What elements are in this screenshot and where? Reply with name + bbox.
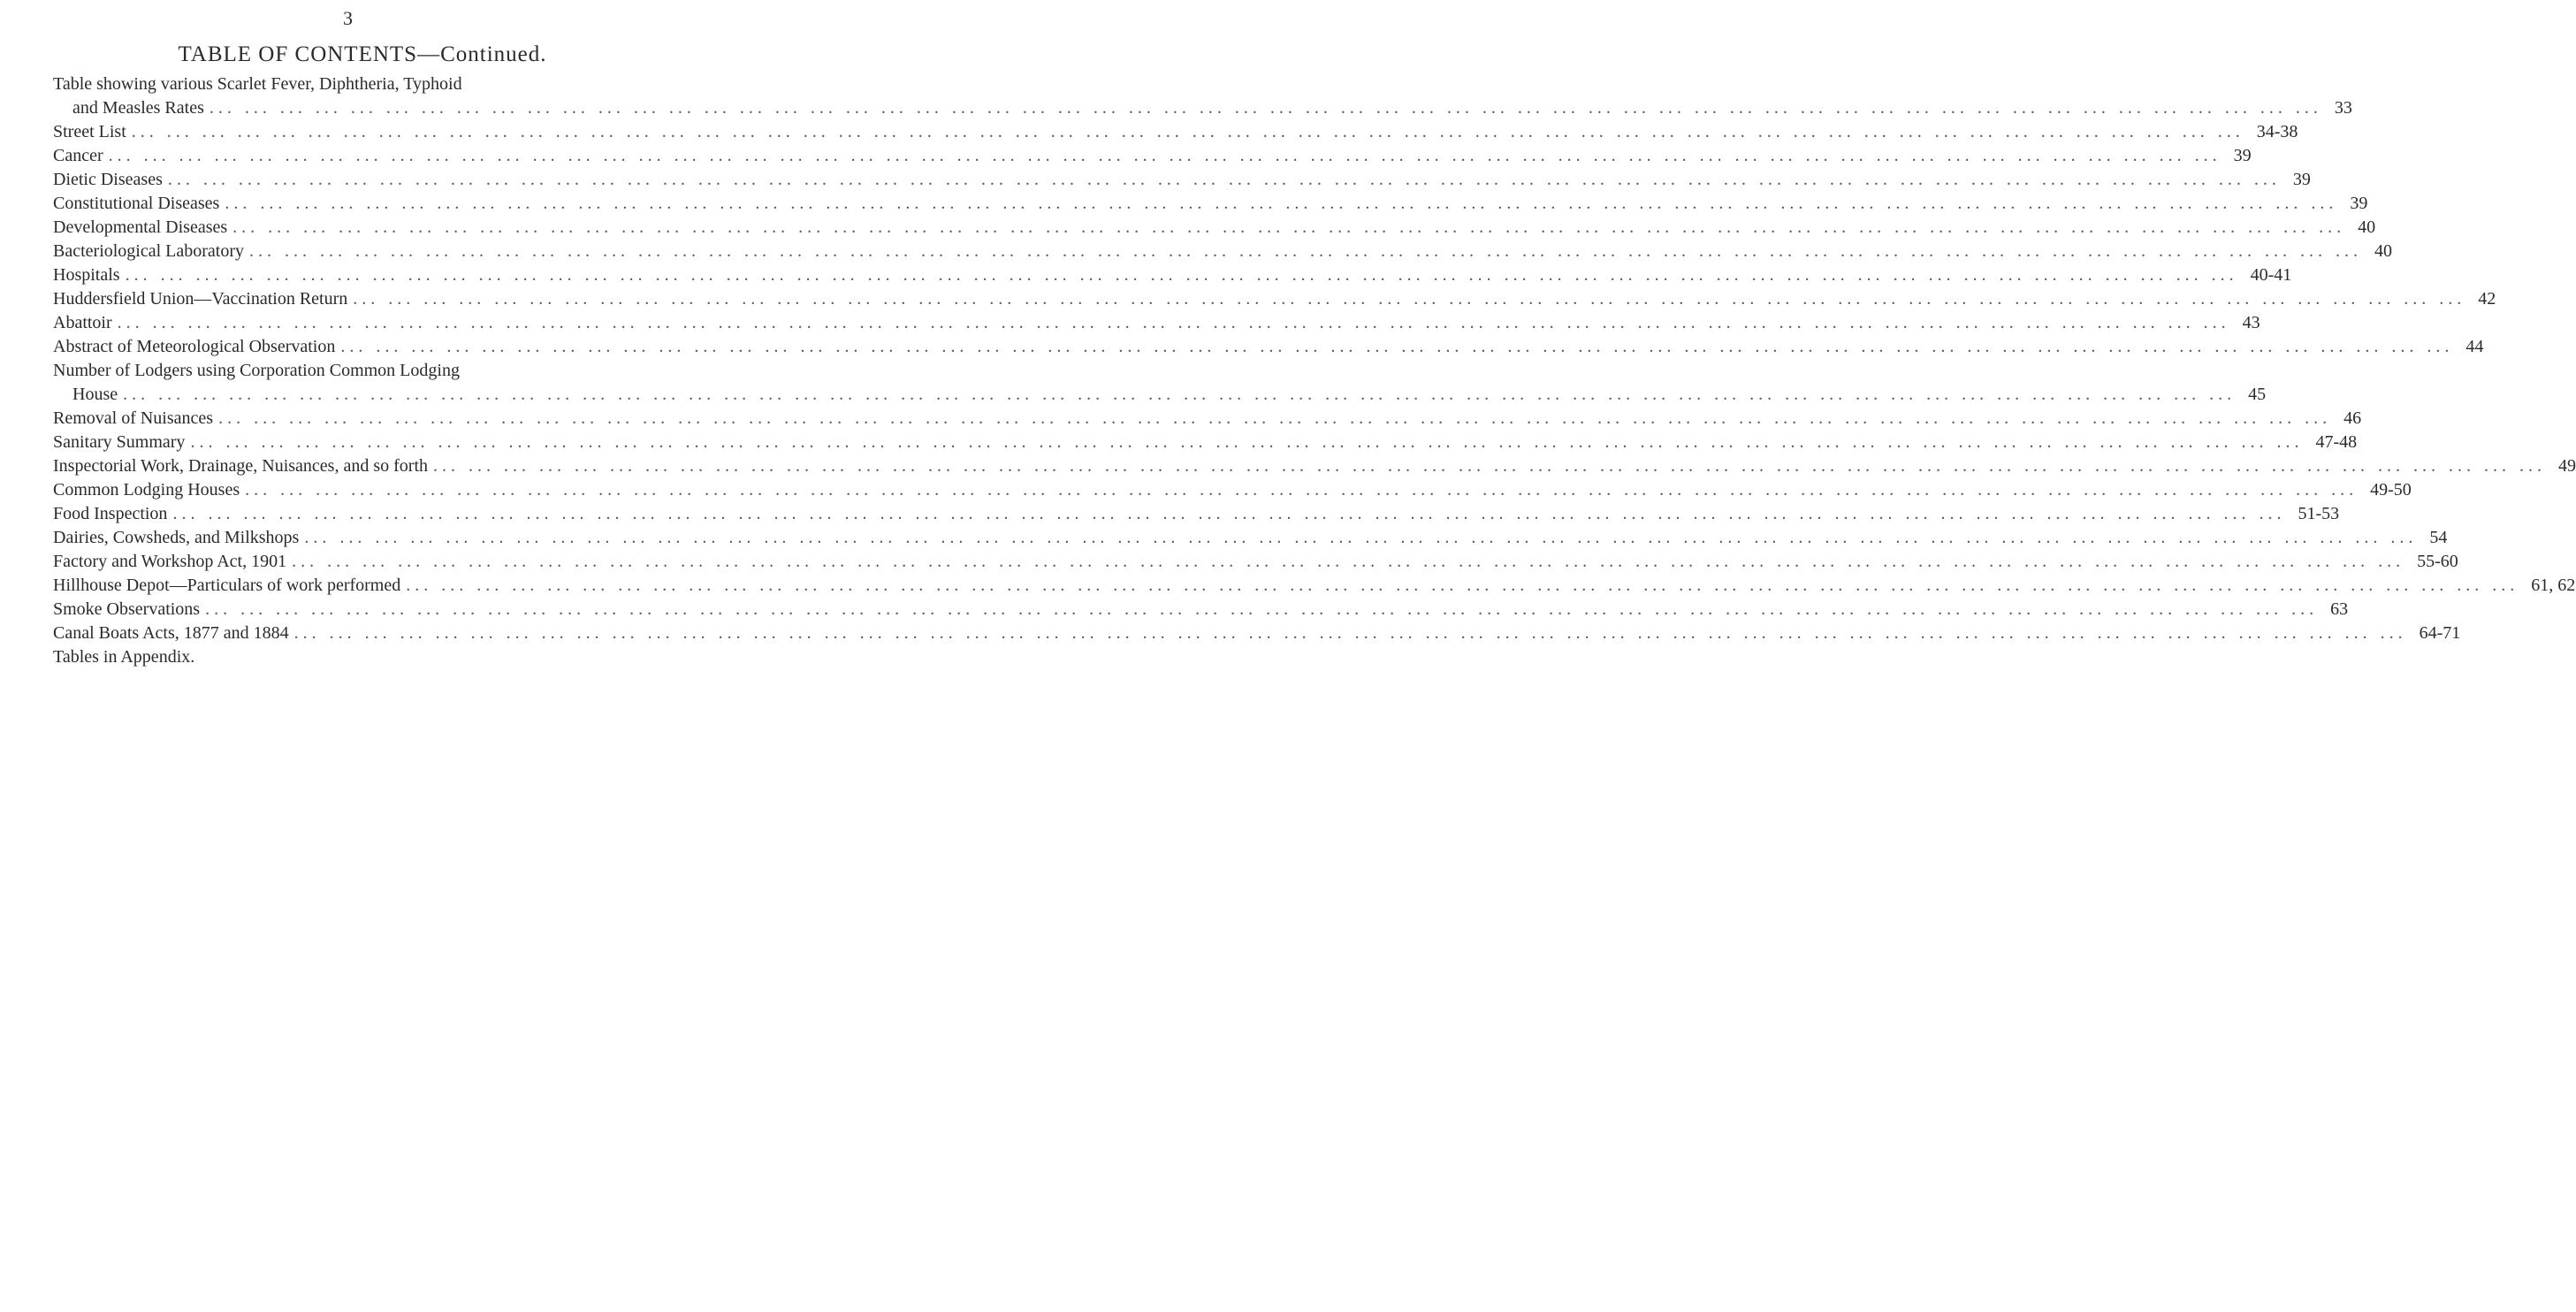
toc-entry: [53, 337, 2484, 361]
dot-leader: ... ... ... ... ... ... ... ... ... ... ... ... ... ... ... ... ... ... ... ... ... ... ... ... ... ... ... ... ... ... ... ... ... ... ... ... ... ... ... ... ... ... ... ... ... ... ... ... ... ... ... ... ... ... ... ... ... ... ... ...: [205, 599, 2319, 619]
dot-leader: ... ... ... ... ... ... ... ... ... ... ... ... ... ... ... ... ... ... ... ... ... ... ... ... ... ... ... ... ... ... ... ... ... ... ... ... ... ... ... ... ... ... ... ... ... ... ... ... ... ... ... ... ... ... ... ... ... ... ... ...: [108, 146, 2222, 165]
toc-entry: [53, 599, 2349, 623]
toc-entry: [53, 528, 2448, 552]
toc-entry-title: Number of Lodgers using Corporation Common Lodging: [53, 361, 460, 380]
toc-page-number: 42: [2478, 289, 2496, 309]
dot-leader: ... ... ... ... ... ... ... ... ... ... ... ... ... ... ... ... ... ... ... ... ... ... ... ... ... ... ... ... ... ... ... ... ... ... ... ... ... ... ... ... ... ... ... ... ... ... ... ... ... ... ... ... ... ... ... ... ... ... ... ...: [304, 528, 2418, 547]
dot-leader: ... ... ... ... ... ... ... ... ... ... ... ... ... ... ... ... ... ... ... ... ... ... ... ... ... ... ... ... ... ... ... ... ... ... ... ... ... ... ... ... ... ... ... ... ... ... ... ... ... ... ... ... ... ... ... ... ... ... ... ...: [232, 217, 2346, 237]
toc-page-number: 64-71: [2419, 623, 2461, 643]
toc-page-number: 44: [2465, 337, 2484, 356]
dot-leader: ... ... ... ... ... ... ... ... ... ... ... ... ... ... ... ... ... ... ... ... ... ... ... ... ... ... ... ... ... ... ... ... ... ... ... ... ... ... ... ... ... ... ... ... ... ... ... ... ... ... ... ... ... ... ... ... ... ... ... ...: [218, 408, 2332, 428]
toc-entry: [53, 408, 2362, 432]
toc-entry-line: [53, 74, 681, 98]
page-number: 3: [343, 7, 353, 29]
toc-entry-line: [53, 217, 2376, 241]
dot-leader: ... ... ... ... ... ... ... ... ... ... ... ... ... ... ... ... ... ... ... ... ... ... ... ... ... ... ... ... ... ... ... ... ... ... ... ... ... ... ... ... ... ... ... ... ... ... ... ... ... ... ... ... ... ... ... ... ... ... ... ...: [406, 576, 2519, 595]
toc-entry-title: Developmental Diseases: [53, 217, 228, 237]
dot-leader: ... ... ... ... ... ... ... ... ... ... ... ... ... ... ... ... ... ... ... ... ... ... ... ... ... ... ... ... ... ... ... ... ... ... ... ... ... ... ... ... ... ... ... ... ... ... ... ... ... ... ... ... ... ... ... ... ... ... ... ...: [293, 623, 2407, 643]
toc-page-number: 33: [2334, 98, 2352, 118]
toc-entry-line: [53, 241, 2393, 265]
toc-entry-title: Common Lodging Houses: [53, 480, 240, 500]
toc-entry: [53, 576, 2576, 599]
toc-entry-title: Table showing various Scarlet Fever, Diphtheria, Typhoid: [53, 74, 462, 94]
toc-entry-line: [53, 361, 681, 385]
dot-leader: ... ... ... ... ... ... ... ... ... ... ... ... ... ... ... ... ... ... ... ... ... ... ... ... ... ... ... ... ... ... ... ... ... ... ... ... ... ... ... ... ... ... ... ... ... ... ... ... ... ... ... ... ... ... ... ... ... ... ... ...: [249, 241, 2363, 261]
toc-entry-line: [53, 599, 2349, 623]
toc-entry-title: Smoke Observations: [53, 599, 201, 619]
toc-entry: [53, 194, 2368, 217]
toc-entry-title: House: [72, 385, 118, 404]
toc-entry: [53, 361, 2267, 408]
toc-entry-title: Huddersfield Union—Vaccination Return: [53, 289, 348, 309]
toc-entry: [53, 170, 2311, 194]
dot-leader: ... ... ... ... ... ... ... ... ... ... ... ... ... ... ... ... ... ... ... ... ... ... ... ... ... ... ... ... ... ... ... ... ... ... ... ... ... ... ... ... ... ... ... ... ... ... ... ... ... ... ... ... ... ... ... ... ... ... ... ...: [125, 265, 2238, 285]
toc-entry-title: Factory and Workshop Act, 1901: [53, 552, 287, 571]
dot-leader: ... ... ... ... ... ... ... ... ... ... ... ... ... ... ... ... ... ... ... ... ... ... ... ... ... ... ... ... ... ... ... ... ... ... ... ... ... ... ... ... ... ... ... ... ... ... ... ... ... ... ... ... ... ... ... ... ... ... ... ...: [190, 432, 2304, 452]
dot-leader: ... ... ... ... ... ... ... ... ... ... ... ... ... ... ... ... ... ... ... ... ... ... ... ... ... ... ... ... ... ... ... ... ... ... ... ... ... ... ... ... ... ... ... ... ... ... ... ... ... ... ... ... ... ... ... ... ... ... ... ...: [292, 552, 2405, 571]
toc-page-number: 61, 62: [2531, 576, 2576, 595]
toc-entry-title: Removal of Nuisances: [53, 408, 214, 428]
toc-entry-line: [53, 623, 2461, 647]
toc-entry: [53, 623, 2461, 647]
toc-entry-title: Dairies, Cowsheds, and Milkshops: [53, 528, 300, 547]
toc-entry: [53, 241, 2393, 265]
toc-page-number: 47-48: [2315, 432, 2358, 452]
toc-page-number: 54: [2429, 528, 2448, 547]
toc-entry: [53, 504, 2340, 528]
toc-entry-title: Dietic Diseases: [53, 170, 163, 189]
toc-entry-line: [53, 504, 2340, 528]
toc-entry-title: Hillhouse Depot—Particulars of work performed: [53, 576, 401, 595]
dot-leader: ... ... ... ... ... ... ... ... ... ... ... ... ... ... ... ... ... ... ... ... ... ... ... ... ... ... ... ... ... ... ... ... ... ... ... ... ... ... ... ... ... ... ... ... ... ... ... ... ... ... ... ... ... ... ... ... ... ... ... ...: [353, 289, 2466, 309]
toc-page-number: 45: [2248, 385, 2267, 404]
toc-entry-line: [53, 265, 2292, 289]
toc-entry-line: [53, 337, 2484, 361]
toc-page-number: 40-41: [2250, 265, 2292, 285]
toc-entry-line: [53, 480, 2412, 504]
tables-in-appendix-note: Tables in Appendix.: [53, 647, 195, 667]
toc-page-number: 49: [2558, 456, 2576, 476]
toc-page-number: 43: [2242, 313, 2260, 332]
toc-page-number: 39: [2233, 146, 2252, 165]
toc-page-number: 46: [2344, 408, 2362, 428]
toc-entry-line: [53, 552, 2458, 576]
toc-entry-title: Food Inspection: [53, 504, 168, 523]
toc-page-number: 40: [2374, 241, 2393, 261]
toc-entry-title: Canal Boats Acts, 1877 and 1884: [53, 623, 289, 643]
toc-entry-title: Abattoir: [53, 313, 112, 332]
toc-page-number: 49-50: [2370, 480, 2412, 500]
toc-page-number: 39: [2350, 194, 2368, 213]
toc-entry-line: [53, 313, 2260, 337]
toc-entry: [53, 480, 2412, 504]
toc-entry-title: Inspectorial Work, Drainage, Nuisances, and so forth: [53, 456, 429, 476]
toc-entry: [53, 456, 2576, 480]
toc-entry-line: [53, 408, 2362, 432]
toc-entry-line: [53, 456, 2576, 480]
toc-entry-title: Bacteriological Laboratory: [53, 241, 245, 261]
toc-entry: [53, 146, 2252, 170]
toc-entry-line: [53, 98, 2352, 122]
dot-leader: ... ... ... ... ... ... ... ... ... ... ... ... ... ... ... ... ... ... ... ... ... ... ... ... ... ... ... ... ... ... ... ... ... ... ... ... ... ... ... ... ... ... ... ... ... ... ... ... ... ... ... ... ... ... ... ... ... ... ... ...: [167, 170, 2281, 189]
table-of-contents: [53, 74, 2576, 671]
toc-entry-line: [53, 576, 2576, 599]
toc-page-number: 55-60: [2417, 552, 2458, 571]
toc-page-number: 63: [2330, 599, 2349, 619]
toc-entry: [53, 217, 2376, 241]
toc-entry: [53, 313, 2260, 337]
toc-entry-line: [53, 289, 2496, 313]
toc-entry-line: [53, 194, 2368, 217]
toc-entry-title: Abstract of Meteorological Observation: [53, 337, 336, 356]
dot-leader: ... ... ... ... ... ... ... ... ... ... ... ... ... ... ... ... ... ... ... ... ... ... ... ... ... ... ... ... ... ... ... ... ... ... ... ... ... ... ... ... ... ... ... ... ... ... ... ... ... ... ... ... ... ... ... ... ... ... ... ...: [131, 122, 2244, 141]
toc-entry-title: Cancer: [53, 146, 103, 165]
dot-leader: ... ... ... ... ... ... ... ... ... ... ... ... ... ... ... ... ... ... ... ... ... ... ... ... ... ... ... ... ... ... ... ... ... ... ... ... ... ... ... ... ... ... ... ... ... ... ... ... ... ... ... ... ... ... ... ... ... ... ... ...: [245, 480, 2359, 500]
page-title: TABLE OF CONTENTS—Continued.: [178, 42, 547, 66]
toc-entry-line: [53, 122, 2298, 146]
dot-leader: ... ... ... ... ... ... ... ... ... ... ... ... ... ... ... ... ... ... ... ... ... ... ... ... ... ... ... ... ... ... ... ... ... ... ... ... ... ... ... ... ... ... ... ... ... ... ... ... ... ... ... ... ... ... ... ... ... ... ... ...: [172, 504, 2286, 523]
dot-leader: ... ... ... ... ... ... ... ... ... ... ... ... ... ... ... ... ... ... ... ... ... ... ... ... ... ... ... ... ... ... ... ... ... ... ... ... ... ... ... ... ... ... ... ... ... ... ... ... ... ... ... ... ... ... ... ... ... ... ... ...: [433, 456, 2547, 476]
toc-entry-line: [53, 528, 2448, 552]
toc-entry-title: Hospitals: [53, 265, 120, 285]
toc-page-number: 34-38: [2256, 122, 2298, 141]
toc-page-number: 40: [2358, 217, 2376, 237]
dot-leader: ... ... ... ... ... ... ... ... ... ... ... ... ... ... ... ... ... ... ... ... ... ... ... ... ... ... ... ... ... ... ... ... ... ... ... ... ... ... ... ... ... ... ... ... ... ... ... ... ... ... ... ... ... ... ... ... ... ... ... ...: [225, 194, 2338, 213]
toc-entry: [53, 122, 2298, 146]
toc-entry-line: [53, 385, 2267, 408]
toc-page-number: 39: [2292, 170, 2311, 189]
toc-entry-line: [53, 146, 2252, 170]
toc-entry-title: Sanitary Summary: [53, 432, 186, 452]
toc-entry: [53, 289, 2496, 313]
dot-leader: ... ... ... ... ... ... ... ... ... ... ... ... ... ... ... ... ... ... ... ... ... ... ... ... ... ... ... ... ... ... ... ... ... ... ... ... ... ... ... ... ... ... ... ... ... ... ... ... ... ... ... ... ... ... ... ... ... ... ... ...: [117, 313, 2230, 332]
toc-entry: [53, 74, 2352, 122]
toc-entry: [53, 265, 2292, 289]
toc-page-number: 51-53: [2298, 504, 2340, 523]
dot-leader: ... ... ... ... ... ... ... ... ... ... ... ... ... ... ... ... ... ... ... ... ... ... ... ... ... ... ... ... ... ... ... ... ... ... ... ... ... ... ... ... ... ... ... ... ... ... ... ... ... ... ... ... ... ... ... ... ... ... ... ...: [340, 337, 2454, 356]
toc-entry-title: and Measles Rates: [72, 98, 204, 118]
toc-entry-line: [53, 170, 2311, 194]
toc-entry-line: [53, 432, 2358, 456]
toc-entry-title: Street List: [53, 122, 126, 141]
toc-entry: [53, 432, 2358, 456]
toc-entries: [53, 74, 2576, 647]
toc-entry-title: Constitutional Diseases: [53, 194, 220, 213]
toc-entry: [53, 552, 2458, 576]
dot-leader: ... ... ... ... ... ... ... ... ... ... ... ... ... ... ... ... ... ... ... ... ... ... ... ... ... ... ... ... ... ... ... ... ... ... ... ... ... ... ... ... ... ... ... ... ... ... ... ... ... ... ... ... ... ... ... ... ... ... ... ...: [209, 98, 2322, 118]
dot-leader: ... ... ... ... ... ... ... ... ... ... ... ... ... ... ... ... ... ... ... ... ... ... ... ... ... ... ... ... ... ... ... ... ... ... ... ... ... ... ... ... ... ... ... ... ... ... ... ... ... ... ... ... ... ... ... ... ... ... ... ...: [123, 385, 2237, 404]
